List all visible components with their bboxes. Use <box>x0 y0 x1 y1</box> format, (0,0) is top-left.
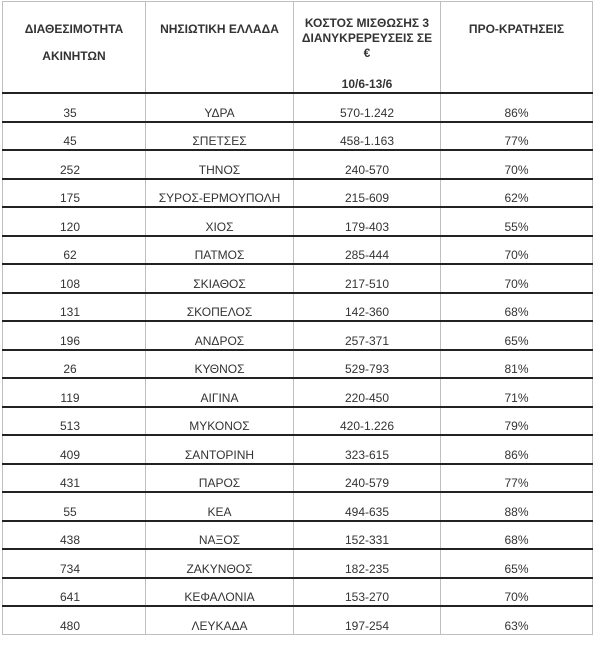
cell-availability: 120 <box>3 207 146 236</box>
cell-bookings: 86% <box>441 93 593 122</box>
cell-island: ΑΝΔΡΟΣ <box>146 321 294 350</box>
header-availability-line1: ΔΙΑΘΕΣΙΜΟΤΗΤΑ <box>24 22 124 36</box>
cell-bookings: 77% <box>441 464 593 493</box>
cell-cost: 257-371 <box>294 321 441 350</box>
cell-cost: 240-570 <box>294 150 441 179</box>
island-rental-table <box>2 1 593 635</box>
cell-island: ΣΑΝΤΟΡΙΝΗ <box>146 435 294 464</box>
cell-availability: 55 <box>3 492 146 521</box>
table-body <box>3 93 593 635</box>
cell-bookings: 70% <box>441 236 593 265</box>
cell-availability: 175 <box>3 179 146 208</box>
cell-bookings: 70% <box>441 264 593 293</box>
header-cost-line1: ΚΟΣΤΟΣ ΜΙΣΘΩΣΗΣ 3 <box>304 16 430 30</box>
table-header <box>3 2 593 94</box>
table-row <box>3 492 593 521</box>
header-bookings <box>441 2 593 94</box>
cell-availability: 480 <box>3 606 146 635</box>
cell-island: ΣΚΙΑΘΟΣ <box>146 264 294 293</box>
table-row <box>3 350 593 379</box>
cell-island: ΜΥΚΟΝΟΣ <box>146 407 294 436</box>
cell-bookings: 55% <box>441 207 593 236</box>
cell-bookings: 65% <box>441 321 593 350</box>
cell-cost: 420-1.226 <box>294 407 441 436</box>
table-row <box>3 321 593 350</box>
cell-island: ΚΥΘΝΟΣ <box>146 350 294 379</box>
header-cost-dates: 10/6-13/6 <box>341 77 393 91</box>
cell-island: ΥΔΡΑ <box>146 93 294 122</box>
header-island <box>146 2 294 94</box>
cell-bookings: 63% <box>441 606 593 635</box>
cell-cost: 494-635 <box>294 492 441 521</box>
cell-availability: 409 <box>3 435 146 464</box>
cell-cost: 215-609 <box>294 179 441 208</box>
cell-bookings: 88% <box>441 492 593 521</box>
cell-bookings: 79% <box>441 407 593 436</box>
table-row <box>3 606 593 635</box>
cell-cost: 529-793 <box>294 350 441 379</box>
cell-island: ΣΠΕΤΣΕΣ <box>146 122 294 151</box>
header-cost-line2: ΔΙΑΝΥΚΡΕΡΕΥΣΕΙΣ ΣΕ <box>301 31 433 45</box>
cell-bookings: 68% <box>441 521 593 550</box>
cell-availability: 734 <box>3 549 146 578</box>
table-row <box>3 264 593 293</box>
cell-cost: 220-450 <box>294 378 441 407</box>
cell-availability: 131 <box>3 293 146 322</box>
table-row <box>3 93 593 122</box>
table-row <box>3 407 593 436</box>
cell-island: ΠΑΤΜΟΣ <box>146 236 294 265</box>
cell-bookings: 65% <box>441 549 593 578</box>
cell-island: ΚΕΦΑΛΟΝΙΑ <box>146 578 294 607</box>
cell-cost: 179-403 <box>294 207 441 236</box>
cell-cost: 197-254 <box>294 606 441 635</box>
table-row <box>3 207 593 236</box>
cell-availability: 108 <box>3 264 146 293</box>
cell-island: ΠΑΡΟΣ <box>146 464 294 493</box>
table-row <box>3 521 593 550</box>
cell-cost: 285-444 <box>294 236 441 265</box>
cell-island: ΛΕΥΚΑΔΑ <box>146 606 294 635</box>
cell-cost: 182-235 <box>294 549 441 578</box>
header-row <box>3 2 593 94</box>
cell-island: ΖΑΚΥΝΘΟΣ <box>146 549 294 578</box>
cell-bookings: 70% <box>441 150 593 179</box>
cell-bookings: 71% <box>441 378 593 407</box>
cell-island: ΣΚΟΠΕΛΟΣ <box>146 293 294 322</box>
header-availability <box>3 2 146 94</box>
cell-cost: 240-579 <box>294 464 441 493</box>
cell-availability: 196 <box>3 321 146 350</box>
table-row <box>3 122 593 151</box>
cell-bookings: 62% <box>441 179 593 208</box>
table-row <box>3 378 593 407</box>
cell-island: ΝΑΞΟΣ <box>146 521 294 550</box>
cell-bookings: 68% <box>441 293 593 322</box>
cell-availability: 62 <box>3 236 146 265</box>
cell-cost: 142-360 <box>294 293 441 322</box>
cell-cost: 570-1.242 <box>294 93 441 122</box>
cell-bookings: 70% <box>441 578 593 607</box>
cell-bookings: 81% <box>441 350 593 379</box>
cell-cost: 458-1.163 <box>294 122 441 151</box>
cell-availability: 252 <box>3 150 146 179</box>
cell-availability: 431 <box>3 464 146 493</box>
cell-cost: 152-331 <box>294 521 441 550</box>
cell-availability: 26 <box>3 350 146 379</box>
cell-bookings: 86% <box>441 435 593 464</box>
table-row <box>3 150 593 179</box>
header-cost <box>294 2 441 94</box>
header-island-label: ΝΗΣΙΩΤΙΚΗ ΕΛΛΑΔΑ <box>160 22 279 36</box>
cell-cost: 323-615 <box>294 435 441 464</box>
table-row <box>3 578 593 607</box>
table-row <box>3 435 593 464</box>
cell-island: ΧΙΟΣ <box>146 207 294 236</box>
cell-availability: 641 <box>3 578 146 607</box>
cell-island: ΚΕΑ <box>146 492 294 521</box>
cell-availability: 119 <box>3 378 146 407</box>
cell-cost: 217-510 <box>294 264 441 293</box>
cell-bookings: 77% <box>441 122 593 151</box>
cell-availability: 438 <box>3 521 146 550</box>
cell-availability: 513 <box>3 407 146 436</box>
cell-cost: 153-270 <box>294 578 441 607</box>
cell-availability: 35 <box>3 93 146 122</box>
table-row <box>3 293 593 322</box>
cell-island: ΑΙΓΙΝΑ <box>146 378 294 407</box>
table-row <box>3 236 593 265</box>
table-row <box>3 179 593 208</box>
header-cost-line3: € <box>363 46 371 60</box>
cell-island: ΤΗΝΟΣ <box>146 150 294 179</box>
cell-availability: 45 <box>3 122 146 151</box>
header-bookings-label: ΠΡΟ-ΚΡΑΤΗΣΕΙΣ <box>468 22 565 36</box>
table-row <box>3 549 593 578</box>
header-availability-line2: ΑΚΙΝΗΤΩΝ <box>42 49 106 63</box>
cell-island: ΣΥΡΟΣ-ΕΡΜΟΥΠΟΛΗ <box>146 179 294 208</box>
table-row <box>3 464 593 493</box>
